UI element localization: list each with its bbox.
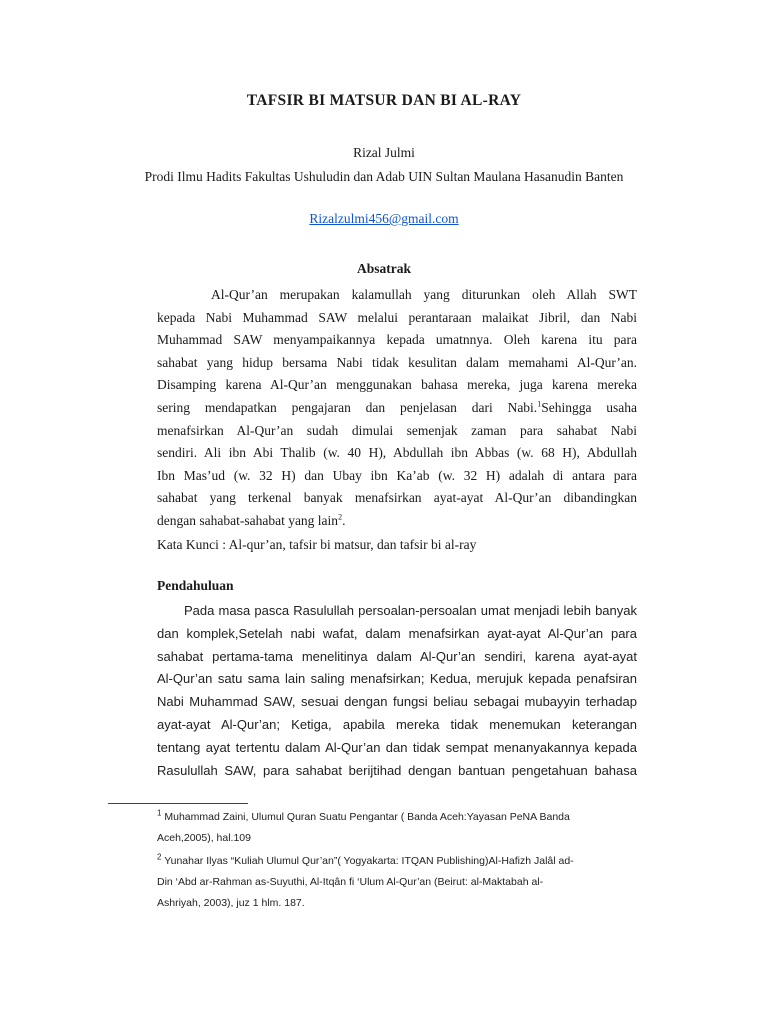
author-affiliation: Prodi Ilmu Hadits Fakultas Ushuludin dan Adab UIN Sultan Maulana Hasanudin Banten (144, 169, 624, 184)
intro-line: sahabat pertama-tama menelitinya dalam Al-Qur’an sendiri, karena ayat-ayat (157, 648, 637, 664)
abstract-line: menafsirkan Al-Qur’an sudah dimulai semenjak zaman para sahabat Nabi (157, 422, 637, 438)
abstract-text: dengan sahabat-sahabat yang lain (157, 512, 339, 528)
introduction-body (157, 600, 637, 782)
abstract-text: . (342, 512, 346, 528)
footnote-text: Yunahar Ilyas “Kuliah Ulumul Qur’an”( Yogyakarta: ITQAN Publishing)Al-Hafizh Jalâl ad- (164, 855, 574, 867)
footnote-ref-1[interactable]: 1 (537, 399, 542, 409)
abstract-line: sahabat yang terkenal banyak menafsirkan ayat-ayat Al-Qur’an dibandingkan (157, 490, 637, 506)
abstract-text: sering mendapatkan pengajaran dan penjelasan dari Nabi. (157, 399, 538, 415)
intro-line: Rasulullah SAW, para sahabat berijtihad dengan bantuan pengetahuan bahasa (157, 762, 637, 778)
abstract-line: Ibn Mas’ud (w. 32 H) dan Ubay ibn Ka’ab (w. 32 H) adalah di antara para (157, 467, 637, 483)
author-email-link[interactable]: Rizalzulmi456@gmail.com (309, 211, 459, 226)
footnote-separator (108, 803, 248, 804)
footnote-ref-2[interactable]: 2 (338, 512, 343, 522)
footnote-text: Ashriyah, 2003), juz 1 hlm. 187. (157, 897, 305, 909)
abstract-line: kepada Nabi Muhammad SAW melalui perantaraan malaikat Jibril, dan Nabi (157, 309, 637, 325)
abstract-line: Al-Qur’an merupakan kalamullah yang diturunkan oleh Allah SWT (211, 287, 637, 302)
abstract-line: sahabat yang hidup bersama Nabi tidak kesulitan dalam memahami Al-Qur’an. (157, 354, 637, 370)
paper-title: TAFSIR BI MATSUR DAN BI AL-RAY (246, 92, 522, 109)
keywords-line: Kata Kunci : Al-qur’an, tafsir bi matsur, dan tafsir bi al-ray (157, 537, 477, 552)
intro-line: Pada masa pasca Rasulullah persoalan-persoalan umat menjadi lebih banyak (184, 603, 637, 618)
abstract-line (157, 397, 637, 420)
abstract-heading: Absatrak (356, 261, 411, 276)
intro-line: Al-Qur’an satu sama lain saling menafsirkan; Kedua, merujuk kepada penafsiran (157, 671, 637, 687)
footnote-text: Din ‘Abd ar-Rahman as-Suyuthi, Al-Itqân fi ‘Ulum Al-Qur’an (Beirut: al-Maktabah al- (157, 876, 544, 888)
abstract-body (157, 284, 637, 533)
abstract-line: sendiri. Ali ibn Abi Thalib (w. 40 H), Abdullah ibn Abbas (w. 68 H), Abdullah (157, 445, 637, 461)
intro-line: ayat-ayat Al-Qur’an; Ketiga, apabila mereka tidak menemukan keterangan (157, 716, 637, 732)
footnote-text: Aceh,2005), hal.109 (157, 832, 251, 844)
footnote-text: Muhammad Zaini, Ulumul Quran Suatu Pengantar ( Banda Aceh:Yayasan PeNA Banda (164, 811, 570, 823)
intro-line: Nabi Muhammad SAW, sesuai dengan fungsi beliau sebagai mubayyin terhadap (157, 694, 637, 710)
intro-line: tentang ayat tertentu dalam Al-Qur’an dan tidak sempat menanyakannya kepada (157, 739, 637, 755)
footnote-mark: 2 (157, 852, 162, 862)
footnote-mark: 1 (157, 808, 162, 818)
author-name: Rizal Julmi (353, 145, 415, 160)
section-heading-introduction: Pendahuluan (157, 578, 234, 593)
footnote-2 (157, 851, 637, 914)
abstract-line: Muhammad SAW menyampaikannya kepada umatnnya. Oleh karena itu para (157, 332, 637, 348)
intro-line: dan komplek,Setelah nabi wafat, dalam menafsirkan ayat-ayat Al-Qur’an para (157, 625, 637, 641)
footnote-1 (157, 807, 637, 849)
footnotes (157, 807, 637, 914)
abstract-text: Sehingga usaha (541, 399, 637, 415)
abstract-line: Disamping karena Al-Qur’an menggunakan bahasa mereka, juga karena mereka (157, 377, 637, 393)
abstract-line (157, 510, 637, 533)
